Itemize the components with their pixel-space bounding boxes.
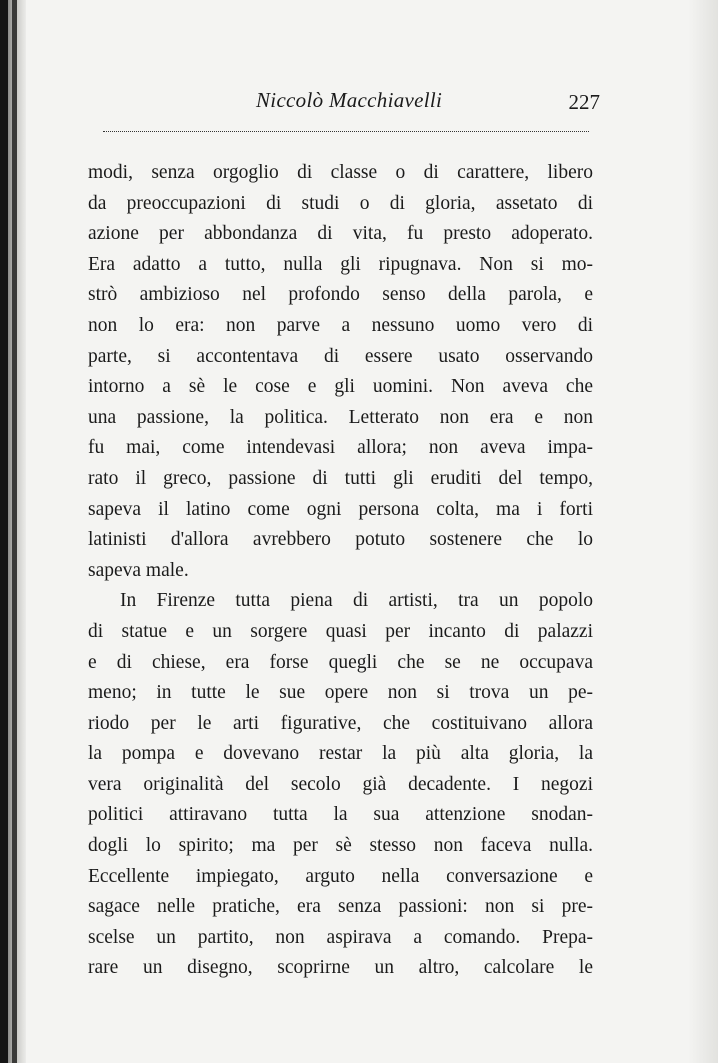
text-line: dogli lo spirito; ma per sè stesso non faceva nulla. [88,835,593,857]
text-line: meno; in tutte le sue opere non si trova un pe- [88,682,593,704]
text-line: rare un disegno, scoprirne un altro, calcolare le [88,957,593,979]
text-line: e di chiese, era forse quegli che se ne occupava [88,651,593,673]
text-line: strò ambizioso nel profondo senso della parola, e [88,284,593,306]
page-edge-shade [688,0,718,1063]
running-head [100,88,600,118]
text-line: riodo per le arti figurative, che costituivano allora [88,712,593,734]
text-line: vera originalità del secolo già decadente. I negozi [88,773,593,795]
text-line: latinisti d'allora avrebbero potuto sostenere che lo [88,529,593,551]
text-line: parte, si accontentava di essere usato osservando [88,345,593,367]
text-line: modi, senza orgoglio di classe o di carattere, libero [88,162,593,183]
text-line: sagace nelle pratiche, era senza passioni: non si pre- [88,896,593,918]
text-line: sapeva il latino come ogni persona colta, ma i forti [88,498,593,520]
text-line: azione per abbondanza di vita, fu presto adoperato. [88,223,593,245]
text-line: politici attiravano tutta la sua attenzione snodan- [88,804,593,826]
binding-fold [12,0,17,1063]
body-text [88,158,593,984]
header-rule [103,131,589,132]
text-line: da preoccupazioni di studi o di gloria, assetato di [88,192,593,214]
text-line: sapeva male. [88,559,189,581]
text-line: rato il greco, passione di tutti gli eruditi del tempo, [88,467,593,489]
binding-edge [0,0,8,1063]
running-title: Niccolò Macchiavelli [256,88,443,112]
text-line: una passione, la politica. Letterato non era e non [88,406,593,428]
text-line: intorno a sè le cose e gli uomini. Non aveva che [88,376,593,398]
page-number: 227 [568,90,600,114]
text-line: Era adatto a tutto, nulla gli ripugnava. Non si mo- [88,253,593,275]
text-line: fu mai, come intendevasi allora; non aveva impa- [88,437,593,459]
text-line: scelse un partito, non aspirava a comando. Prepa- [88,926,593,948]
text-line: Eccellente impiegato, arguto nella conversazione e [88,865,593,887]
text-line: la pompa e dovevano restar la più alta gloria, la [88,743,593,765]
text-line: non lo era: non parve a nessuno uomo vero di [88,314,593,336]
page-gutter-shadow [8,0,26,1063]
text-line: In Firenze tutta piena di artisti, tra un popolo [120,590,593,612]
text-line: di statue e un sorgere quasi per incanto di palazzi [88,620,593,642]
